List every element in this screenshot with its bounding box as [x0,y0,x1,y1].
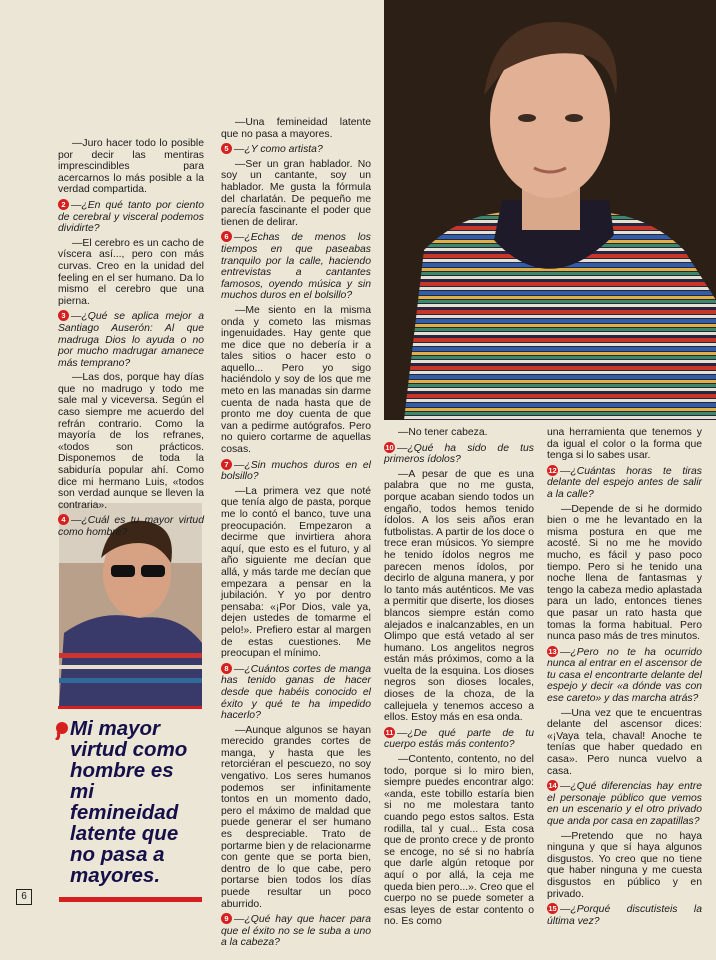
answer-paragraph: —Una femineidad latente que no pasa a mayores. [221,117,371,140]
question [547,903,702,927]
question-text: —¿Echas de menos los tiempos en que paseabas tranquilo por la calle, haciendo entrevistas a cantantes famosos, oyendo música y sin muchos duros en el bolsillo? [221,232,371,302]
answer-paragraph: —Las dos, porque hay días que no madrugo y todo me sale mal y viceversa. Según el caso siempre me acuerdo del refrán contrario. Como la mayoría de los refranes, «todos son prácticos. Disponemos de toda la sabiduría popular ahí. Como dice mi hermano Luis, «todos son verdad aunque se lleven la contraria». [58,372,204,511]
question-text: —¿Y como artista? [234,144,323,156]
question-number-badge: 4 [58,514,69,525]
question-text: —¿Porqué discutisteis la última vez? [547,904,702,927]
answer-paragraph: una herramienta que tenemos y da igual el color o la forma que tenga si lo sabes usar. [547,427,702,462]
answer-paragraph: —No tener cabeza. [398,427,488,438]
answer-paragraph: —El cerebro es un cacho de víscera así..., pero con más curvas. Creo en la unidad del feeling en el ser humano. Da lo mismo el cerebro que una pierna. [58,237,204,307]
question [58,310,204,369]
question [384,442,534,466]
question-number-badge: 10 [385,442,394,452]
question-number-badge: 15 [548,904,557,914]
question-text: —¿Pero no te ha ocurrido nunca al entrar en el ascensor de tu casa el encontrarte delante del espejo y decir «a dónde vas con ese careto» y das marcha atrás? [547,646,702,705]
question [547,465,702,501]
question-number-badge: 14 [548,781,557,791]
text-column-4 [547,427,702,930]
text-column-3 [384,427,534,931]
answer-paragraph: —Ser un gran hablador. No soy un cantante, soy un hablador. Me gusta la fórmula del charlatán. De pequeño me parecía fascinante el poder que tienen de delirar. [221,158,371,228]
photo-divider [58,706,202,709]
question-text: —¿Qué hay que hacer para que el éxito no se le suba a uno a la cabeza? [221,914,371,949]
question [221,231,371,302]
question [221,913,371,949]
pull-quote: Mi mayor virtud como hombre es mi femineidad latente que no pasa a mayores. [70,717,188,887]
question-number-badge: 8 [221,663,232,674]
question-text: —¿Sin muchos duros en el bolsillo? [221,459,371,483]
portrait-photo [384,0,716,420]
question [547,780,702,827]
question-text: —¿Cuántas horas te tiras delante del espejo antes de salir a la calle? [547,465,702,500]
answer-paragraph: —Aunque algunos se hayan merecido grandes cortes de manga, y hasta que les retorciéran el pescuezo, no soy vengativo. Los seres humanos podemos ser infinitamente tontos en un momento dado, pero el máximo de maldad que puede generar el ser humano es despreciable. Trato de portarme bien y de relacionarme con gente que se porta bien, dentro de lo que cabe, pero portarse bien todos los días puede resultar un poco aburrido. [221,724,371,910]
question-number-badge: 3 [58,310,69,321]
answer-paragraph: —Una vez que te encuentras delante del ascensor dices: «¡Vaya tela, chaval! Anoche te tenías que haber quedado en casa». Pero nunca vuelvo a casa. [547,707,702,777]
text-column-2 [221,117,371,952]
answer-paragraph: —La primera vez que noté que tenía algo de pasta, porque me lo contó el banco, tuve una preocupación. Empezaron a decirme que invirtiera ahora aquí, que esto es el futuro, y al año siguiente me decían que allá, y más tarde me decían que empezara a pensar en la jubilación. Y yo por dentro pensaba: «¡Por Dios, vale ya, dejen ustedes de tomarme el pelo!». Prefiero estar al margen de estas cuestiones. Me preocupan el mínimo. [221,485,371,660]
question-text: —¿Qué diferencias hay entre el personaje público que vemos en un escenario y el otro privado que anda por casa en zapatillas? [547,781,702,827]
answer-paragraph: —Juro hacer todo lo posible por decir las mentiras imprescindibles para acercarnos lo más posible a la verdad compartida. [58,138,204,196]
question-text: —¿Qué se aplica mejor a Santiago Auserón: Al que madruga Dios lo ayuda o no por mucho madrugar amanece más temprano? [58,311,204,369]
question-number-badge: 13 [548,646,557,656]
answer-paragraph: —Contento, contento, no del todo, porque si lo miro bien, siempre puedes encontrar algo: «anda, este tobillo estaría bien si no me molestara tanto cuando pego estos saltos. Esta rodilla, tal y cual... Esta cosa que de pronto crece y de pronto se encoge, no sé si no habría que darle algún retoque por aquí o por allá, la ceja me queda bien pero...». Creo que el cuerpo no se puede someter a esas leyes de estar contento o no. Es como [384,754,534,928]
question [221,459,371,483]
answer-paragraph: —Me siento en la misma onda y cometo las mismas ingenuidades. Hay gente que me dice que no debería ir a tales sitios o hacer esto o aquello... Pero yo sigo haciéndolo y soy de los que me meto en las manadas sin darme cuenta de nada hasta que de pronto me doy cuenta de que van a pedirme autógrafos. Pero no quiero cortarme de aquellas cosas. [221,304,371,456]
answer-paragraph: —A pesar de que es una palabra que no me gusta, porque acaban siendo todos un engaño, todos hemos tenido ídolos. A los seis años eran futbolistas. A partir de los doce o trece eran músicos. Yo siempre he tenido ídolos negros me parecen menos ídolos, por decirlo de alguna manera, y por lo tanto más auténticos. Me vas a permitir que diserte, los dioses blancos siempre están como alejados e inalcanzables, en un Olimpo que está vetado al ser humano. Los angelitos negros están más próximos, como a la vuelta de la esquina. Los dioses negros son dioses locales, dioses de la choza, de la callejuela y tenemos acceso a ellos. Estoy más en esa onda. [384,468,534,724]
question-number-badge: 2 [58,199,69,210]
text-column-1 [58,138,204,542]
question-number-badge: 7 [221,459,232,470]
question [547,646,702,705]
pull-quote-bar [59,897,202,902]
answer-paragraph: —Pretendo que no haya ninguna y que sí haya algunos disgustos. Yo creo que no tiene que haber ninguna y me cuesta disgustos en público y en privado. [547,830,702,900]
question [221,143,371,156]
question [221,663,371,722]
question-number-badge: 11 [385,727,394,737]
question-text: —¿Qué ha sido de tus primeros ídolos? [384,442,534,466]
question-text: —¿Cuál es tu mayor virtud como hombre? [58,515,204,538]
question-number-badge: 12 [548,465,557,475]
question-text: —¿Cuántos cortes de manga has tenido ganas de hacer desde que habéis conocido el éxito y qué te ha impedido hacerlo? [221,663,371,722]
question [58,514,204,538]
page-number: 6 [16,889,32,905]
question [384,727,534,751]
question-number-badge: 6 [221,231,232,242]
quote-mark-icon [54,722,68,740]
question-number-badge: 5 [221,143,232,154]
question-text: —¿De qué parte de tu cuerpo estás más contento? [384,727,534,751]
answer-paragraph: —Depende de si he dormido bien o me he levantado en la misma postura en que me acosté. Si no me he movido mucho, es fácil y paso poco tiempo. Pero si he tenido una noche llena de fantasmas y tengo la cabeza medio aplastada para un lado, entonces tienes que pasar un rato hasta que tomas la forma habitual. Pero nunca paso más de tres minutos. [547,503,702,643]
question-text: —¿En qué tanto por ciento de cerebral y visceral podemos dividirte? [58,199,204,235]
question-number-badge: 9 [221,913,232,924]
question [58,199,204,235]
